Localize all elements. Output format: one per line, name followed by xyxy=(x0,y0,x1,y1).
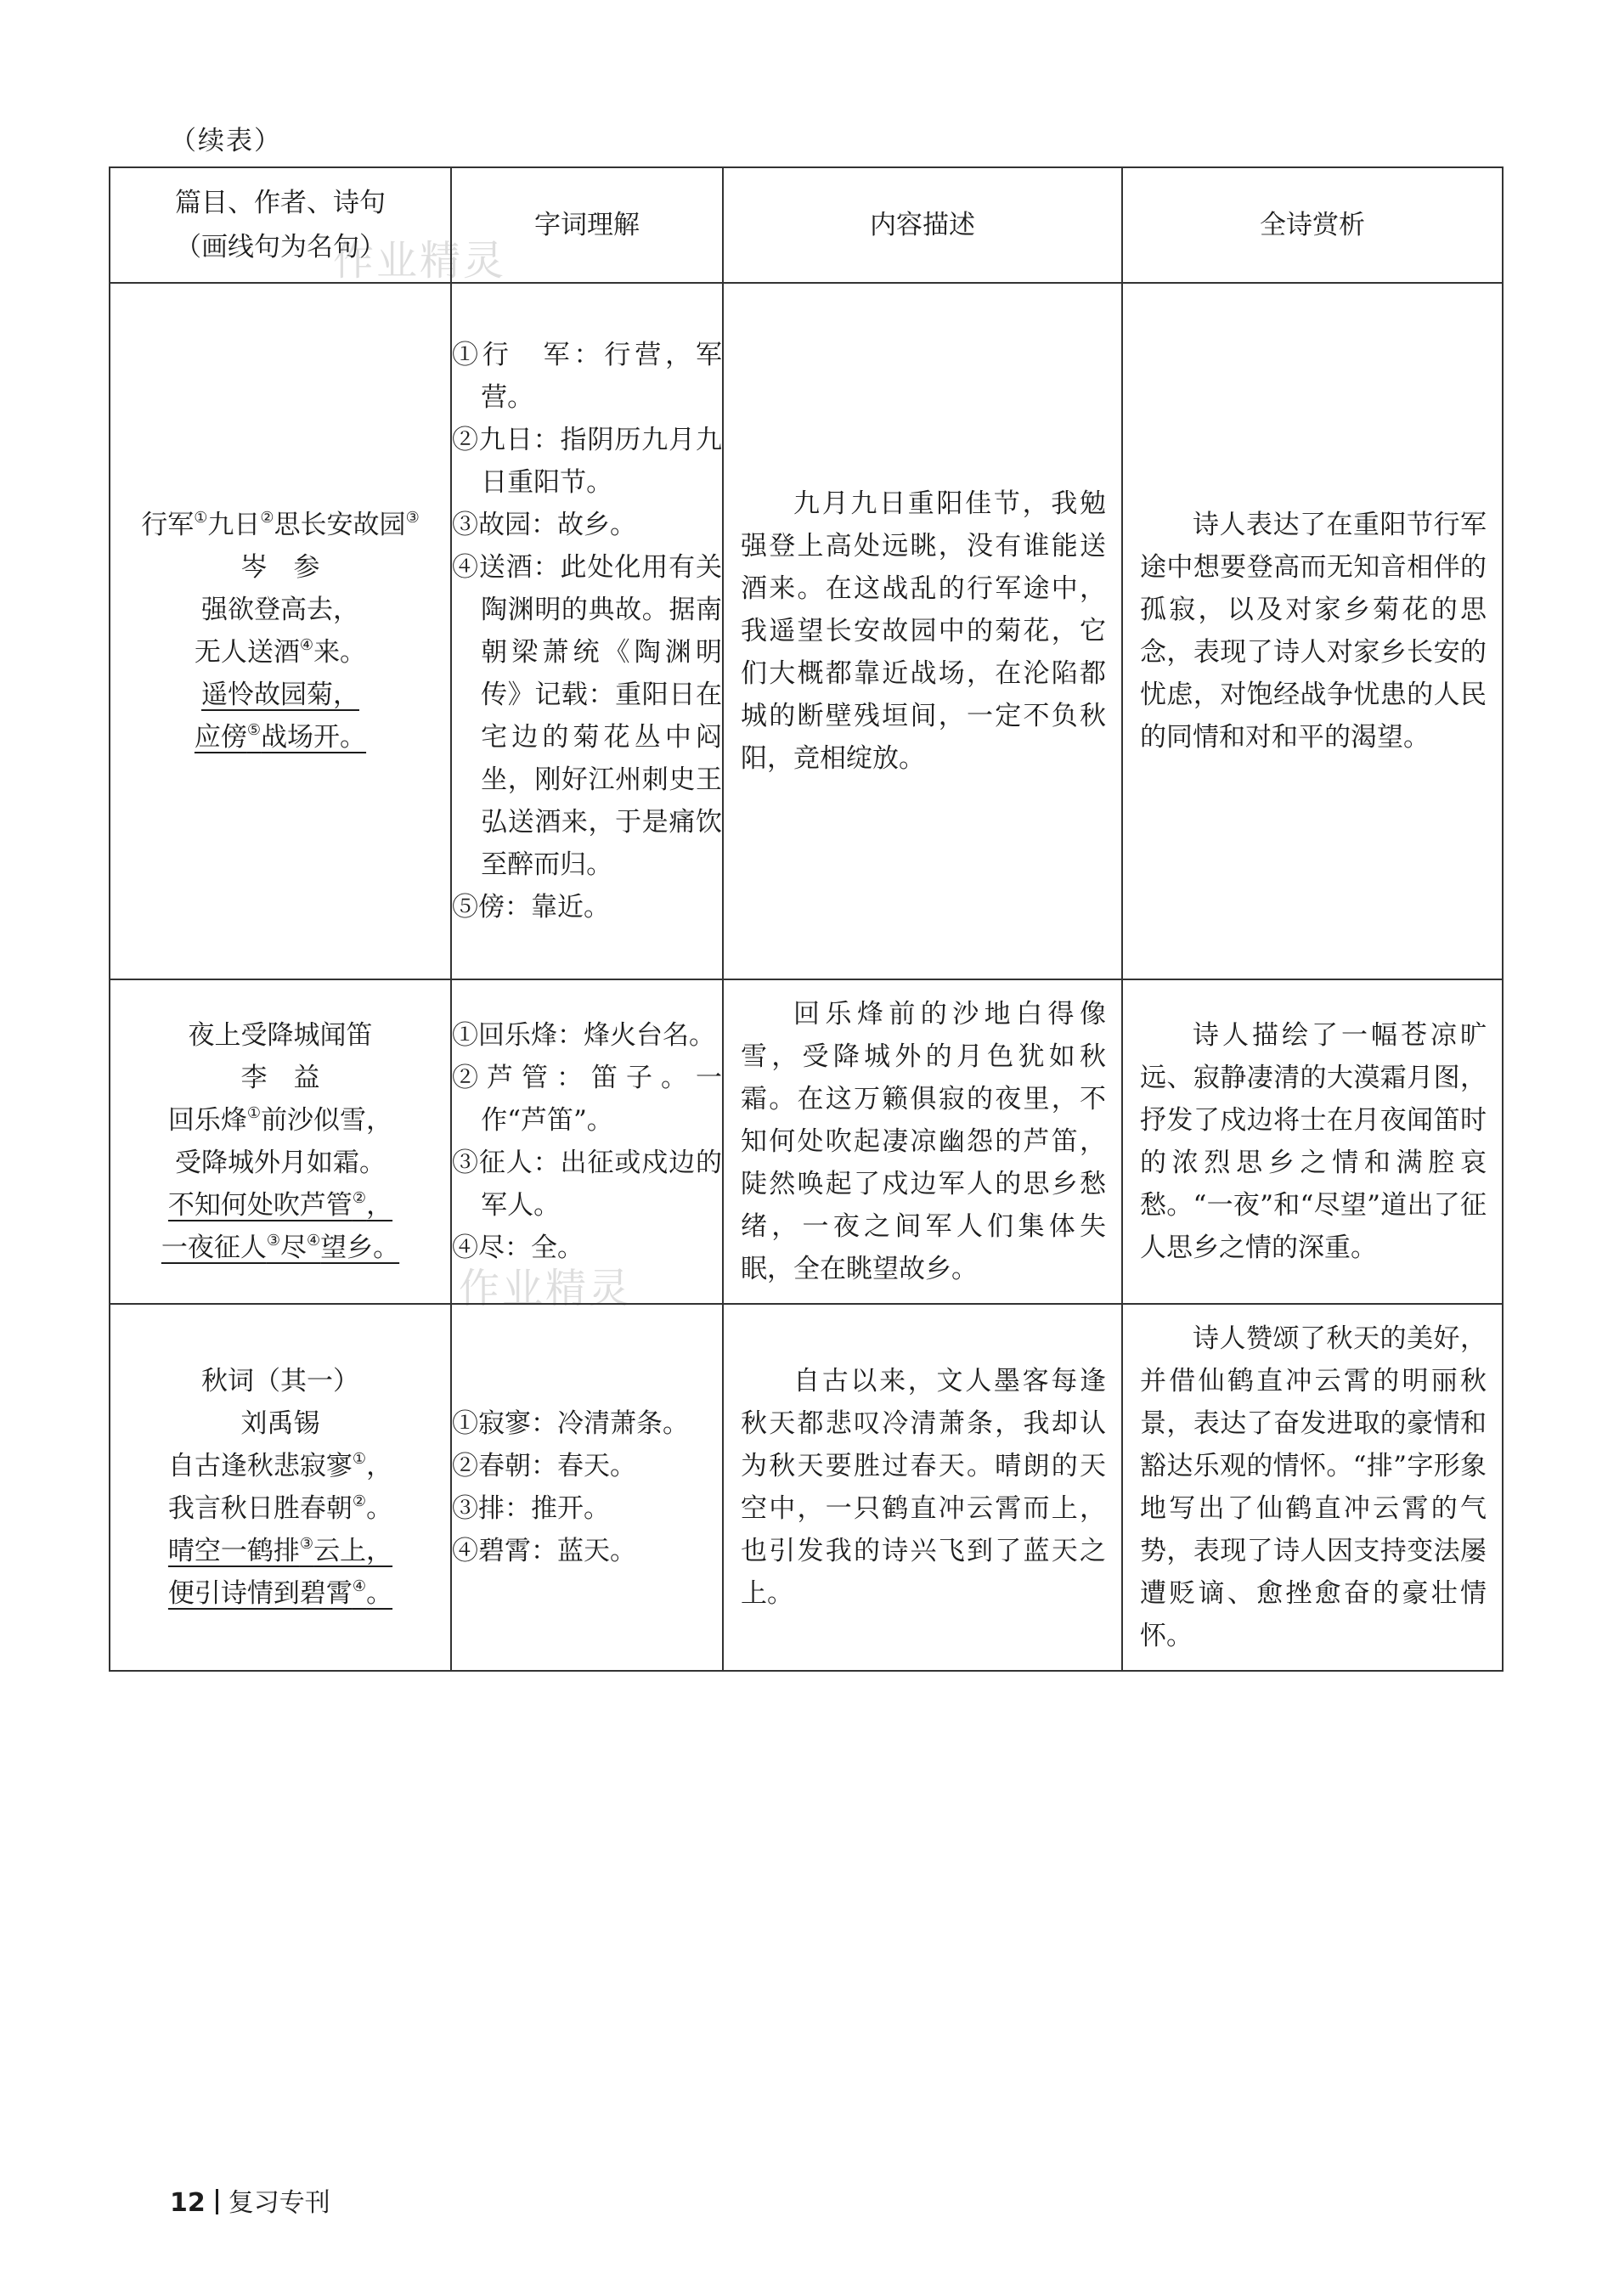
poem-line: 受降城外月如霜。 xyxy=(175,1148,386,1178)
page-number: 12 xyxy=(170,2188,206,2218)
poem-author: 刘禹锡 xyxy=(240,1408,320,1439)
note-item: ③故园：故乡。 xyxy=(452,510,636,540)
table-row xyxy=(110,1304,1503,1671)
table-header-row xyxy=(110,167,1503,283)
note-item: ①寂寥：冷清萧条。 xyxy=(452,1408,689,1439)
page-footer xyxy=(170,2181,330,2219)
poem-line: 便引诗情到碧霄④。 xyxy=(167,1577,393,1609)
poem-line: 晴空一鹤排③云上， xyxy=(167,1535,393,1566)
note-item: ③征人：出征或戍边的军人。 xyxy=(452,1148,722,1221)
table-row xyxy=(110,979,1503,1304)
note-item: ①回乐烽：烽火台名。 xyxy=(452,1020,715,1051)
watermark: 作业精灵 xyxy=(459,1265,633,1312)
poem-line: 我言秋日胜春朝②。 xyxy=(167,1492,393,1524)
poem-cell xyxy=(110,1304,451,1671)
table-row xyxy=(110,283,1503,979)
poem-line: 无人送酒④来。 xyxy=(194,636,367,668)
content-cell: 自古以来，文人墨客每逢秋天都悲叹冷清萧条，我却认为秋天要胜过春天。晴朗的天空中，一只鹤直冲云霄而上，也引发我的诗兴飞到了蓝天之上。 xyxy=(723,1304,1122,1671)
continued-label: （续表） xyxy=(170,126,282,156)
note-item: ②芦管：笛子。一作“芦笛”。 xyxy=(452,1063,722,1136)
footer-label: 复习专刊 xyxy=(228,2188,330,2218)
note-item: ④碧霄：蓝天。 xyxy=(452,1536,636,1566)
poem-cell xyxy=(110,979,451,1304)
poem-line: 应傍⑤战场开。 xyxy=(194,721,367,753)
footer-divider xyxy=(216,2189,218,2214)
poem-title: 夜上受降城闻笛 xyxy=(188,1020,373,1051)
header-appreciation: 全诗赏析 xyxy=(1122,167,1503,283)
poem-line: 回乐烽①前沙似雪， xyxy=(167,1104,393,1136)
poem-author: 李 益 xyxy=(240,1063,320,1093)
appreciation-cell: 诗人赞颂了秋天的美好，并借仙鹤直冲云霄的明丽秋景，表达了奋发进取的豪情和豁达乐观的情怀。“排”字形象地写出了仙鹤直冲云霄的气势，表现了诗人因支持变法屡遭贬谪、愈挫愈奋的豪壮情怀。 xyxy=(1122,1304,1503,1671)
poem-line: 强欲登高去， xyxy=(201,595,359,625)
poem-cell xyxy=(110,283,451,979)
note-item: ③排：推开。 xyxy=(452,1493,610,1524)
note-item: ④尽：全。 xyxy=(452,1233,584,1263)
poem-title: 行军①九日②思长安故园③ xyxy=(141,509,420,540)
poem-title: 秋词（其一） xyxy=(201,1366,359,1396)
notes-cell xyxy=(451,979,723,1304)
poem-line: 遥怜故园菊， xyxy=(201,680,359,710)
poetry-table xyxy=(109,166,1504,1672)
poem-line: 不知何处吹芦管②， xyxy=(167,1189,393,1221)
notes-cell xyxy=(451,1304,723,1671)
header-title-author: 篇目、作者、诗句 （画线句为名句） xyxy=(110,167,451,283)
appreciation-cell: 诗人表达了在重阳节行军途中想要登高而无知音相伴的孤寂，以及对家乡菊花的思念，表现了诗人对家乡长安的忧虑，对饱经战争忧患的人民的同情和对和平的渴望。 xyxy=(1122,283,1503,979)
poem-line: 自古逢秋悲寂寥①， xyxy=(167,1450,393,1481)
notes-cell xyxy=(451,283,723,979)
content-cell: 回乐烽前的沙地白得像雪，受降城外的月色犹如秋霜。在这万籁俱寂的夜里，不知何处吹起凄凉幽怨的芦笛，陡然唤起了戍边军人的思乡愁绪，一夜之间军人们集体失眠，全在眺望故乡。 xyxy=(723,979,1122,1304)
note-item: ①行 军：行营，军营。 xyxy=(452,340,722,413)
content-cell: 九月九日重阳佳节，我勉强登上高处远眺，没有谁能送酒来。在这战乱的行军途中，我遥望长安故园中的菊花，它们大概都靠近战场，在沦陷都城的断壁残垣间，一定不负秋阳，竞相绽放。 xyxy=(723,283,1122,979)
watermark: 作业精灵 xyxy=(333,237,507,285)
note-item: ②春朝：春天。 xyxy=(452,1451,636,1481)
poem-line: 一夜征人③尽④望乡。 xyxy=(161,1232,400,1263)
poem-author: 岑 参 xyxy=(240,552,320,583)
header-word-meaning: 字词理解 xyxy=(451,167,723,283)
note-item: ②九日：指阴历九月九日重阳节。 xyxy=(452,425,722,498)
header-content: 内容描述 xyxy=(723,167,1122,283)
note-item: ④送酒：此处化用有关陶渊明的典故。据南朝梁萧统《陶渊明传》记载：重阳日在宅边的菊花丛中闷坐，刚好江州刺史王弘送酒来，于是痛饮至醉而归。 xyxy=(452,552,722,880)
appreciation-cell: 诗人描绘了一幅苍凉旷远、寂静凄清的大漠霜月图，抒发了戍边将士在月夜闻笛时的浓烈思乡之情和满腔哀愁。“一夜”和“尽望”道出了征人思乡之情的深重。 xyxy=(1122,979,1503,1304)
note-item: ⑤傍：靠近。 xyxy=(452,892,610,922)
